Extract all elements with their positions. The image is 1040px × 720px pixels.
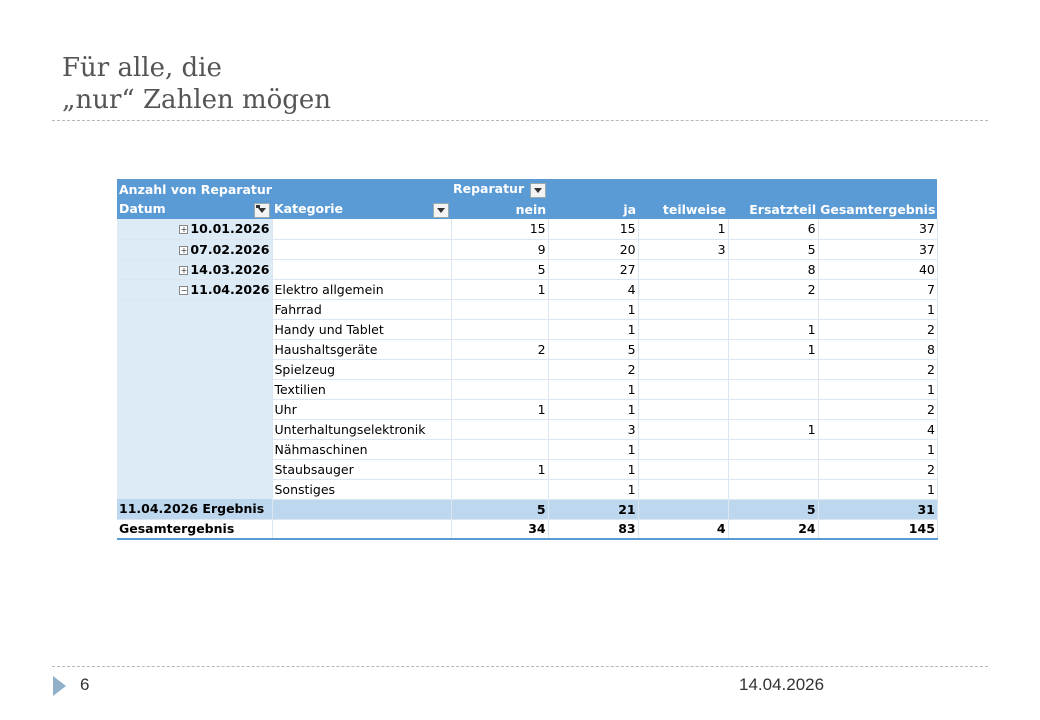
- category-label: Haushaltsgeräte: [272, 339, 451, 359]
- value-cell: 37: [818, 239, 937, 259]
- value-cell: 4: [818, 419, 937, 439]
- value-cell: 5: [451, 259, 548, 279]
- col-header-teilweise: teilweise: [638, 199, 728, 219]
- value-cell: 1: [451, 279, 548, 299]
- value-cell: 6: [728, 219, 818, 239]
- row-field-date-header[interactable]: [117, 199, 272, 219]
- value-cell: 1: [818, 439, 937, 459]
- value-cell: [728, 399, 818, 419]
- category-label: Uhr: [272, 399, 451, 419]
- value-cell: [728, 379, 818, 399]
- value-cell: [638, 419, 728, 439]
- value-cell: [638, 279, 728, 299]
- page-number: 6: [80, 675, 90, 694]
- value-cell: 1: [818, 479, 937, 499]
- subtotal-row: [117, 499, 937, 519]
- title-divider: [52, 120, 988, 121]
- value-cell: [638, 379, 728, 399]
- category-cell-empty: [272, 519, 451, 539]
- value-cell: 15: [451, 219, 548, 239]
- value-cell: 40: [818, 259, 937, 279]
- category-label: Unterhaltungselektronik: [272, 419, 451, 439]
- value-cell: 31: [818, 499, 937, 519]
- collapse-minus-icon[interactable]: −: [180, 285, 188, 295]
- column-filter-dropdown-icon[interactable]: [530, 183, 546, 198]
- date-cell-empty: [117, 459, 272, 479]
- value-cell: [728, 479, 818, 499]
- value-cell: [728, 459, 818, 479]
- category-label: Fahrrad: [272, 299, 451, 319]
- value-cell: 20: [548, 239, 638, 259]
- pivot-corner-label: Anzahl von Reparatur: [117, 179, 451, 199]
- footer-divider: [52, 666, 988, 667]
- value-cell: 24: [728, 519, 818, 539]
- date-cell-empty: [117, 399, 272, 419]
- column-field-label: Reparatur: [453, 180, 525, 196]
- col-header-ersatzteil: Ersatzteil: [728, 199, 818, 219]
- category-row: [117, 419, 937, 439]
- date-row: [117, 219, 937, 239]
- value-cell: 5: [728, 499, 818, 519]
- row-field-date-label: Datum: [119, 200, 166, 216]
- category-cell-empty: [272, 219, 451, 239]
- category-cell-empty: [272, 499, 451, 519]
- value-cell: [638, 439, 728, 459]
- value-cell: 2: [818, 459, 937, 479]
- value-cell: 1: [818, 299, 937, 319]
- value-cell: 15: [548, 219, 638, 239]
- category-row: [117, 399, 937, 419]
- value-cell: [638, 499, 728, 519]
- slide-title: [62, 52, 331, 116]
- category-label: Spielzeug: [272, 359, 451, 379]
- value-cell: 5: [548, 339, 638, 359]
- value-cell: 3: [548, 419, 638, 439]
- value-cell: 3: [638, 239, 728, 259]
- grand-total-row: [117, 519, 937, 539]
- date-row-label[interactable]: [117, 279, 272, 299]
- value-cell: 2: [451, 339, 548, 359]
- category-row: [117, 439, 937, 459]
- date-cell-empty: [117, 379, 272, 399]
- value-cell: [451, 479, 548, 499]
- category-row: [117, 379, 937, 399]
- slide-title-line-2: „nur“ Zahlen mögen: [62, 85, 332, 115]
- category-row: [117, 299, 937, 319]
- value-cell: 2: [548, 359, 638, 379]
- value-cell: [451, 319, 548, 339]
- value-cell: [451, 359, 548, 379]
- value-cell: [728, 299, 818, 319]
- value-cell: 2: [818, 359, 937, 379]
- value-cell: 1: [548, 299, 638, 319]
- value-cell: 37: [818, 219, 937, 239]
- category-cell-empty: [272, 239, 451, 259]
- category-cell-empty: [272, 259, 451, 279]
- footer-date: 14.04.2026: [739, 675, 825, 694]
- value-cell: 1: [728, 319, 818, 339]
- row-field-category-label: Kategorie: [274, 200, 344, 216]
- value-cell: [451, 299, 548, 319]
- date-label: 11.04.2026: [190, 281, 270, 297]
- value-cell: 2: [818, 319, 937, 339]
- value-cell: [451, 379, 548, 399]
- value-cell: 9: [451, 239, 548, 259]
- value-cell: 2: [818, 399, 937, 419]
- value-cell: [728, 359, 818, 379]
- subtotal-row-label: 11.04.2026 Ergebnis: [117, 499, 272, 519]
- value-cell: [638, 359, 728, 379]
- value-cell: 1: [451, 459, 548, 479]
- value-cell: 1: [548, 379, 638, 399]
- category-row: [117, 359, 937, 379]
- expand-plus-icon[interactable]: +: [180, 225, 188, 235]
- row-field-category-header[interactable]: [272, 199, 451, 219]
- date-row-label[interactable]: [117, 219, 272, 239]
- col-header-nein: nein: [451, 199, 548, 219]
- value-cell: 1: [548, 399, 638, 419]
- value-cell: 1: [638, 219, 728, 239]
- date-label: 07.02.2026: [190, 241, 270, 257]
- value-cell: 1: [548, 319, 638, 339]
- date-filter-icon[interactable]: [254, 203, 270, 218]
- category-label: Nähmaschinen: [272, 439, 451, 459]
- column-field-header[interactable]: [451, 179, 548, 199]
- date-row: [117, 239, 937, 259]
- value-cell: [638, 399, 728, 419]
- value-cell: 7: [818, 279, 937, 299]
- date-row-label[interactable]: [117, 239, 272, 259]
- pivot-header-row-2: [117, 199, 937, 219]
- value-cell: 4: [548, 279, 638, 299]
- value-cell: 27: [548, 259, 638, 279]
- value-cell: [638, 459, 728, 479]
- value-cell: 5: [728, 239, 818, 259]
- category-label: Sonstiges: [272, 479, 451, 499]
- value-cell: 4: [638, 519, 728, 539]
- value-cell: 8: [818, 339, 937, 359]
- value-cell: [728, 439, 818, 459]
- date-row: [117, 259, 937, 279]
- value-cell: 1: [548, 439, 638, 459]
- col-header-ja: ja: [548, 199, 638, 219]
- category-row: [117, 459, 937, 479]
- value-cell: [638, 479, 728, 499]
- value-cell: 2: [728, 279, 818, 299]
- value-cell: 34: [451, 519, 548, 539]
- category-row: [117, 479, 937, 499]
- value-cell: [638, 339, 728, 359]
- date-cell-empty: [117, 319, 272, 339]
- date-cell-empty: [117, 359, 272, 379]
- category-row: [117, 319, 937, 339]
- value-cell: 1: [818, 379, 937, 399]
- value-cell: [638, 299, 728, 319]
- date-cell-empty: [117, 419, 272, 439]
- category-label: Staubsauger: [272, 459, 451, 479]
- slide-title-line-1: Für alle, die: [62, 53, 222, 83]
- date-row-label[interactable]: [117, 259, 272, 279]
- value-cell: 1: [548, 479, 638, 499]
- footer-arrow-icon: [53, 676, 66, 696]
- pivot-header-row-1: [117, 179, 937, 199]
- expand-plus-icon[interactable]: +: [180, 245, 188, 255]
- category-row: [117, 279, 937, 299]
- value-cell: [638, 319, 728, 339]
- date-cell-empty: [117, 339, 272, 359]
- col-header-gesamtergebnis: Gesamtergebnis: [818, 199, 937, 219]
- value-cell: 83: [548, 519, 638, 539]
- value-cell: 1: [728, 339, 818, 359]
- value-cell: 145: [818, 519, 937, 539]
- grand-total-row-label: Gesamtergebnis: [117, 519, 272, 539]
- category-label: Handy und Tablet: [272, 319, 451, 339]
- value-cell: [638, 259, 728, 279]
- category-row: [117, 339, 937, 359]
- value-cell: 21: [548, 499, 638, 519]
- value-cell: 1: [728, 419, 818, 439]
- category-label: Textilien: [272, 379, 451, 399]
- pivot-table: [117, 179, 938, 540]
- value-cell: [451, 439, 548, 459]
- date-label: 14.03.2026: [190, 261, 270, 277]
- category-label: Elektro allgemein: [272, 279, 451, 299]
- value-cell: 1: [451, 399, 548, 419]
- date-cell-empty: [117, 299, 272, 319]
- value-cell: 8: [728, 259, 818, 279]
- value-cell: [451, 419, 548, 439]
- date-label: 10.01.2026: [190, 221, 270, 237]
- date-cell-empty: [117, 439, 272, 459]
- date-cell-empty: [117, 479, 272, 499]
- expand-plus-icon[interactable]: +: [180, 265, 188, 275]
- value-cell: 5: [451, 499, 548, 519]
- category-dropdown-icon[interactable]: [433, 203, 449, 218]
- value-cell: 1: [548, 459, 638, 479]
